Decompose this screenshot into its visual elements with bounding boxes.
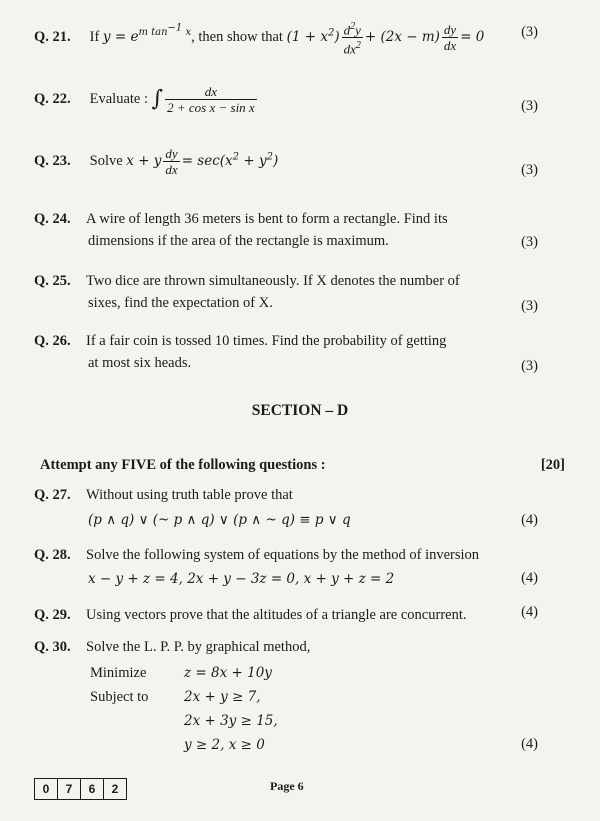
question-number: Q. 27. [34,487,71,503]
instruction-total: [20] [540,457,565,473]
question-number: Q. 23. [34,152,71,169]
fraction: $\frac{dy}{dx}$ [165,146,178,177]
question-number: Q. 21. [34,28,71,45]
code-digit: 7 [58,779,81,799]
question-text: dimensions if the area of the rectangle is maximum. [88,233,389,249]
question-24 [34,208,564,252]
question-text: Two dice are thrown simultaneously. If X denotes the number of [86,273,460,289]
question-22 [34,84,564,115]
question-text: Solve the following system of equations by the method of inversion [86,547,480,563]
objective-function: z = 8x + 10y [184,665,272,681]
fraction: $\frac{dx}{\text{2 + cos x − sin x}}$ [167,84,255,115]
question-25 [34,270,564,314]
question-text: at most six heads. [88,355,192,371]
marks: (3) [521,358,538,374]
page-number: Page 6 [270,779,304,793]
marks: (4) [521,512,538,528]
question-text: Using vectors prove that the altitudes of a triangle are concurrent. [86,607,467,623]
constraint: y ≥ 2, x ≥ 0 [184,737,265,753]
question-30 [34,636,564,758]
question-21 [34,18,564,56]
lpp-label: Subject to [90,689,149,705]
instruction [40,457,565,474]
question-number: Q. 24. [34,211,71,227]
marks: (3) [521,298,538,314]
constraint: 2x + y ≥ 7, [184,689,261,705]
math-expression: $y = e^{m tan^{-1} x}$ [102,23,192,45]
marks: (3) [521,162,538,178]
paper-code [34,778,127,800]
integral-sign: ∫ [151,86,164,112]
question-text: Solve the L. P. P. by graphical method, [86,639,311,655]
fraction: $\frac{dy}{dx}$ [443,22,457,53]
question-29 [34,604,564,626]
code-digit: 6 [81,779,104,799]
question-23 [34,146,564,177]
question-text: Solve [89,152,123,169]
question-number: Q. 26. [34,333,71,349]
math-expression: $(1 + x^2)$ [286,27,340,45]
section-title: SECTION – D [251,402,349,419]
question-number: Q. 30. [34,639,71,655]
math-expression: = 0 [460,28,485,45]
question-number: Q. 25. [34,273,71,289]
math-expression: (p ∧ q) ∨ (~ p ∧ q) ∨ (p ∧ ~ q) ≡ p ∨ q [88,512,351,528]
question-text: Evaluate : [89,90,149,107]
constraint: 2x + 3y ≥ 15, [184,713,278,729]
question-number: Q. 22. [34,90,71,107]
question-26 [34,330,564,374]
marks: (4) [521,570,538,586]
question-text: sixes, find the expectation of X. [88,295,273,311]
marks: (3) [521,98,538,114]
question-number: Q. 28. [34,547,71,563]
marks: (4) [521,736,538,752]
marks: (3) [521,24,538,40]
question-27 [34,484,564,531]
question-28 [34,544,564,590]
code-digit: 0 [35,779,58,799]
question-text: Without using truth table prove that [86,487,293,503]
question-text: , then show that [191,28,283,45]
lpp-label: Minimize [90,665,147,681]
math-expression: + (2x − m) [364,28,440,45]
marks: (4) [521,604,538,620]
question-text: A wire of length 36 meters is bent to form a rectangle. Find its [86,211,448,227]
question-text: If a fair coin is tossed 10 times. Find the probability of getting [86,333,447,349]
question-number: Q. 29. [34,607,71,623]
instruction-text: Attempt any FIVE of the following questions : [40,457,326,473]
fraction: $\frac{d^2y}{dx^2}$ [343,20,361,57]
question-text: If [89,28,100,45]
math-expression: x − y + z = 4, 2x + y − 3z = 0, x + y + z = 2 [88,571,395,587]
math-expression: x + y [126,152,162,169]
math-expression: = $\sec(x^2 + y^2)$ [181,151,279,169]
code-digit: 2 [111,782,119,796]
marks: (3) [521,234,538,250]
